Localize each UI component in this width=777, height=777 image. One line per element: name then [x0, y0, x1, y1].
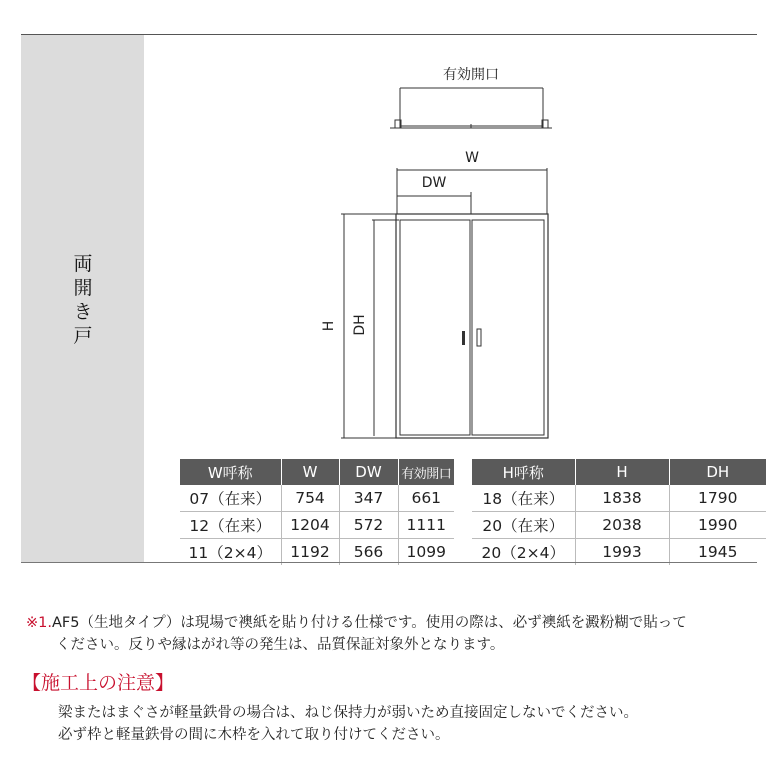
- table-cell: 566: [339, 539, 398, 566]
- table-cell: 754: [281, 485, 339, 512]
- caution-title: 【施工上の注意】: [22, 672, 175, 694]
- caution-line-1: 梁またはまぐさが軽量鉄骨の場合は、ねじ保持力が弱いため直接固定しないでください。: [58, 705, 638, 721]
- table-cell: 1993: [575, 539, 669, 566]
- footnote: [26, 612, 756, 656]
- table-cell: 572: [339, 512, 398, 539]
- table-cell: 2038: [575, 512, 669, 539]
- table-cell: 12（在来）: [180, 512, 281, 539]
- dh-label: DH: [352, 314, 368, 336]
- door-leaf-left: [400, 220, 470, 435]
- door-handle-left: [462, 331, 465, 345]
- table-cell: 347: [339, 485, 398, 512]
- width-spec-table: [180, 459, 454, 565]
- bottom-rule: [21, 562, 757, 563]
- table-cell: 1192: [281, 539, 339, 566]
- plan-view: [390, 88, 552, 128]
- table-row: [472, 485, 766, 512]
- caution-line-2: 必ず枠と軽量鉄骨の間に木枠を入れて取り付けてください。: [58, 727, 450, 743]
- height-dimensions: [341, 214, 399, 438]
- table-cell: 1838: [575, 485, 669, 512]
- elevation-view: [396, 214, 548, 438]
- col-header: W: [281, 459, 339, 485]
- col-header: H: [575, 459, 669, 485]
- col-header: DW: [339, 459, 398, 485]
- table-cell: 11（2×4）: [180, 539, 281, 566]
- table-header-row: [180, 459, 454, 485]
- table-row: [180, 512, 454, 539]
- table-cell: 18（在来）: [472, 485, 575, 512]
- table-cell: 07（在来）: [180, 485, 281, 512]
- caution-body: [58, 702, 758, 746]
- table-cell: 1945: [698, 543, 738, 561]
- col-header: DH: [669, 459, 766, 485]
- col-header: W呼称: [180, 459, 281, 485]
- table-cell: 1099: [406, 543, 446, 561]
- door-handle-right: [477, 329, 481, 346]
- type-label-char: き: [73, 301, 93, 323]
- h-label: H: [321, 320, 337, 332]
- footnote-line-1: [26, 612, 756, 634]
- table-row: [472, 512, 766, 539]
- w-label: W: [465, 150, 479, 166]
- type-label-char: 開: [73, 277, 93, 299]
- table-row: [180, 485, 454, 512]
- dw-label: DW: [421, 175, 447, 191]
- table-cell: 1111: [398, 512, 454, 539]
- footnote-text-2: ください。反りや縁はがれ等の発生は、品質保証対象外となります。: [56, 637, 505, 653]
- height-spec-table: [472, 459, 766, 565]
- table-header-row: [472, 459, 766, 485]
- type-label-char: 戸: [73, 325, 93, 347]
- table-cell: 1990: [669, 512, 766, 539]
- table-cell: 1790: [669, 485, 766, 512]
- col-header: 有効開口: [398, 459, 454, 485]
- table-cell: 20（在来）: [472, 512, 575, 539]
- table-cell: 1204: [281, 512, 339, 539]
- opening-label: 有効開口: [443, 67, 499, 83]
- width-dimensions: [397, 168, 547, 214]
- table-cell: 661: [398, 485, 454, 512]
- door-leaf-right: [472, 220, 544, 435]
- type-label-char: 両: [73, 253, 93, 275]
- footnote-text-1: AF5（生地タイプ）は現場で襖紙を貼り付ける仕様です。使用の際は、必ず襖紙を澱粉糊で貼って: [51, 615, 687, 631]
- table-cell: 20（2×4）: [472, 539, 575, 566]
- col-header: H呼称: [472, 459, 575, 485]
- footnote-mark: ※1.: [26, 615, 52, 631]
